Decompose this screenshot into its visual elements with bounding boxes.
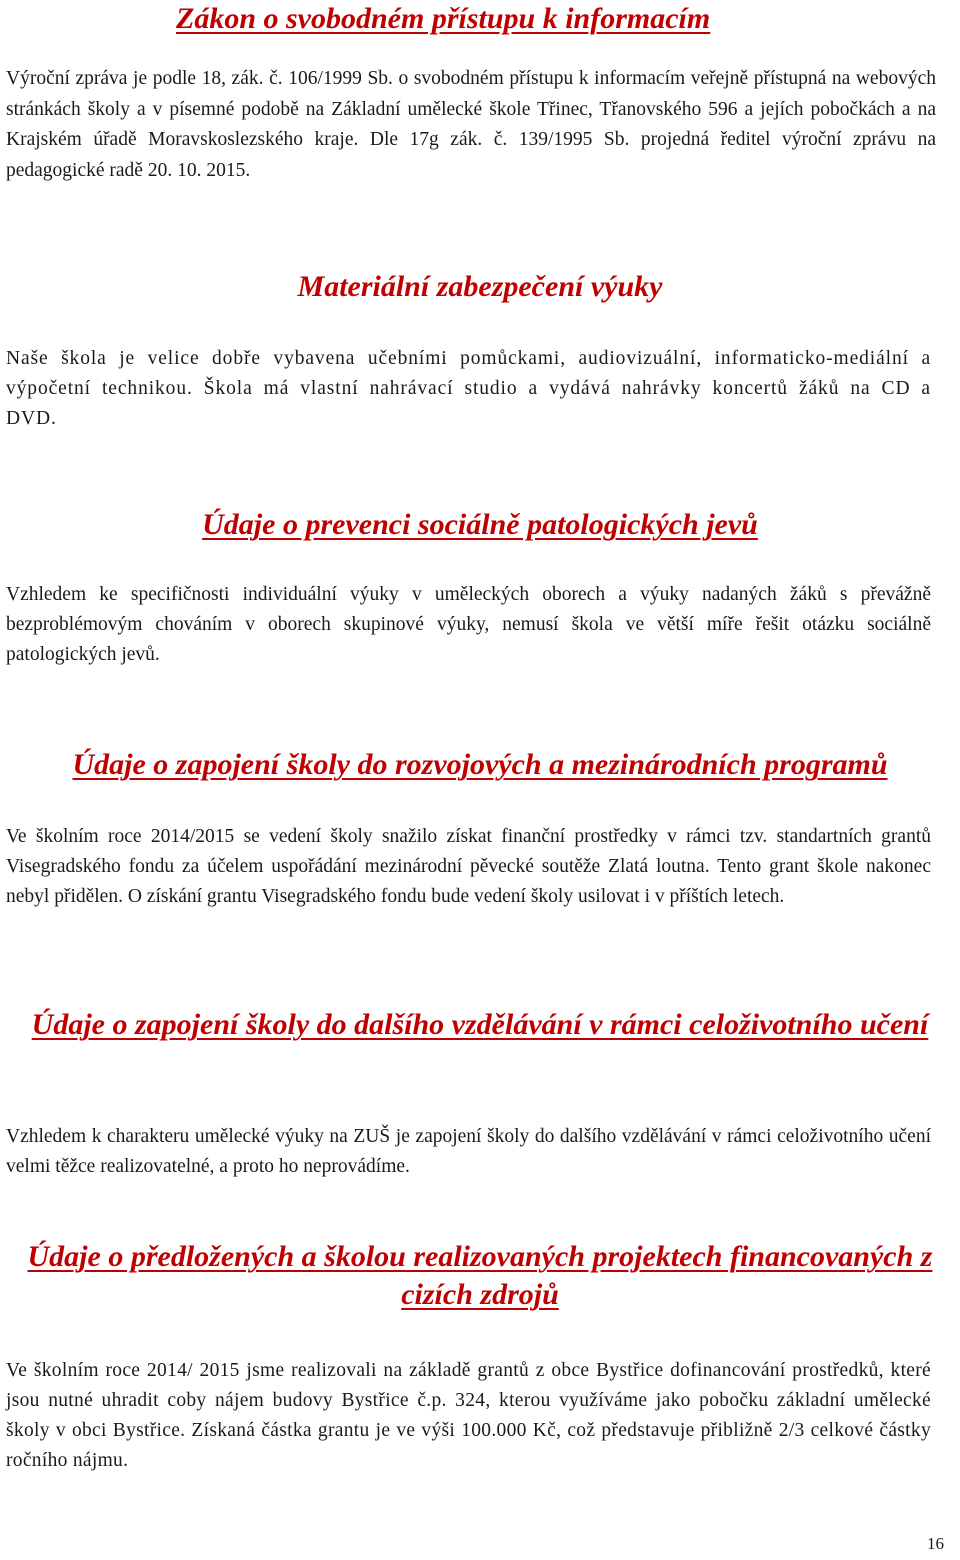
section-title-external-projects: Údaje o předložených a školou realizovaných projektech financovaných z cizích zdrojů xyxy=(27,1240,933,1311)
section-body-external-projects: Ve školním roce 2014/ 2015 jsme realizovali na základě grantů z obce Bystřice dofinancování prostředků, které jsou nutné uhradit coby nájem budovy Bystřice č.p. 324, kterou využíváme jako pobočku základní umělecké školy v obci Bystřice. Získaná částka grantu je ve výši 100.000 Kč, což představuje přibližně 2/3 celkové částky ročního nájmu. xyxy=(6,1360,931,1471)
section-title-freedom-of-information: Zákon o svobodném přístupu k informacím xyxy=(176,2,711,35)
section-title-material-equipment: Materiální zabezpečení výuky xyxy=(297,270,663,303)
section-body-prevention: Vzhledem ke specifičnosti individuální výuky v uměleckých oborech a výuky nadaných žáků s převážně bezproblémovým chováním v oborech skupinové výuky, nemusí škola ve větší míře řešit otázku sociálně patologických jevů. xyxy=(6,584,931,665)
section-body-freedom-of-information: Výroční zpráva je podle 18, zák. č. 106/1999 Sb. o svobodném přístupu k informacím veřejně přístupná na webových stránkách školy a v písemné podobě na Základní umělecké škole Třinec, Třanovského 596 a jejích pobočkách a na Krajském úřadě Moravskoslezského kraje. Dle 17g zák. č. 139/1995 Sb. projedná ředitel výroční zprávu na pedagogické radě 20. 10. 2015. xyxy=(6,68,936,181)
section-body-international-programs: Ve školním roce 2014/2015 se vedení školy snažilo získat finanční prostředky v rámci tzv. standartních grantů Visegradského fondu za účelem uspořádání mezinárodní pěvecké soutěže Zlatá loutna. Tento grant škole nakonec nebyl přidělen. O získání grantu Visegradského fondu bude vedení školy usilovat i v příštích letech. xyxy=(6,826,931,907)
section-title-lifelong-learning: Údaje o zapojení školy do dalšího vzdělávání v rámci celoživotního učení xyxy=(31,1008,929,1041)
section-title-prevention: Údaje o prevenci sociálně patologických jevů xyxy=(202,508,758,541)
section-title-international-programs: Údaje o zapojení školy do rozvojových a mezinárodních programů xyxy=(72,748,888,781)
page-number: 16 xyxy=(927,1534,944,1553)
section-body-lifelong-learning: Vzhledem k charakteru umělecké výuky na ZUŠ je zapojení školy do dalšího vzdělávání v rámci celoživotního učení velmi těžce realizovatelné, a proto ho neprovádíme. xyxy=(6,1126,931,1177)
section-body-material-equipment: Naše škola je velice dobře vybavena učebními pomůckami, audiovizuální, informaticko-mediální a výpočetní technikou. Škola má vlastní nahrávací studio a vydává nahrávky koncertů žáků na CD a DVD. xyxy=(6,348,931,429)
